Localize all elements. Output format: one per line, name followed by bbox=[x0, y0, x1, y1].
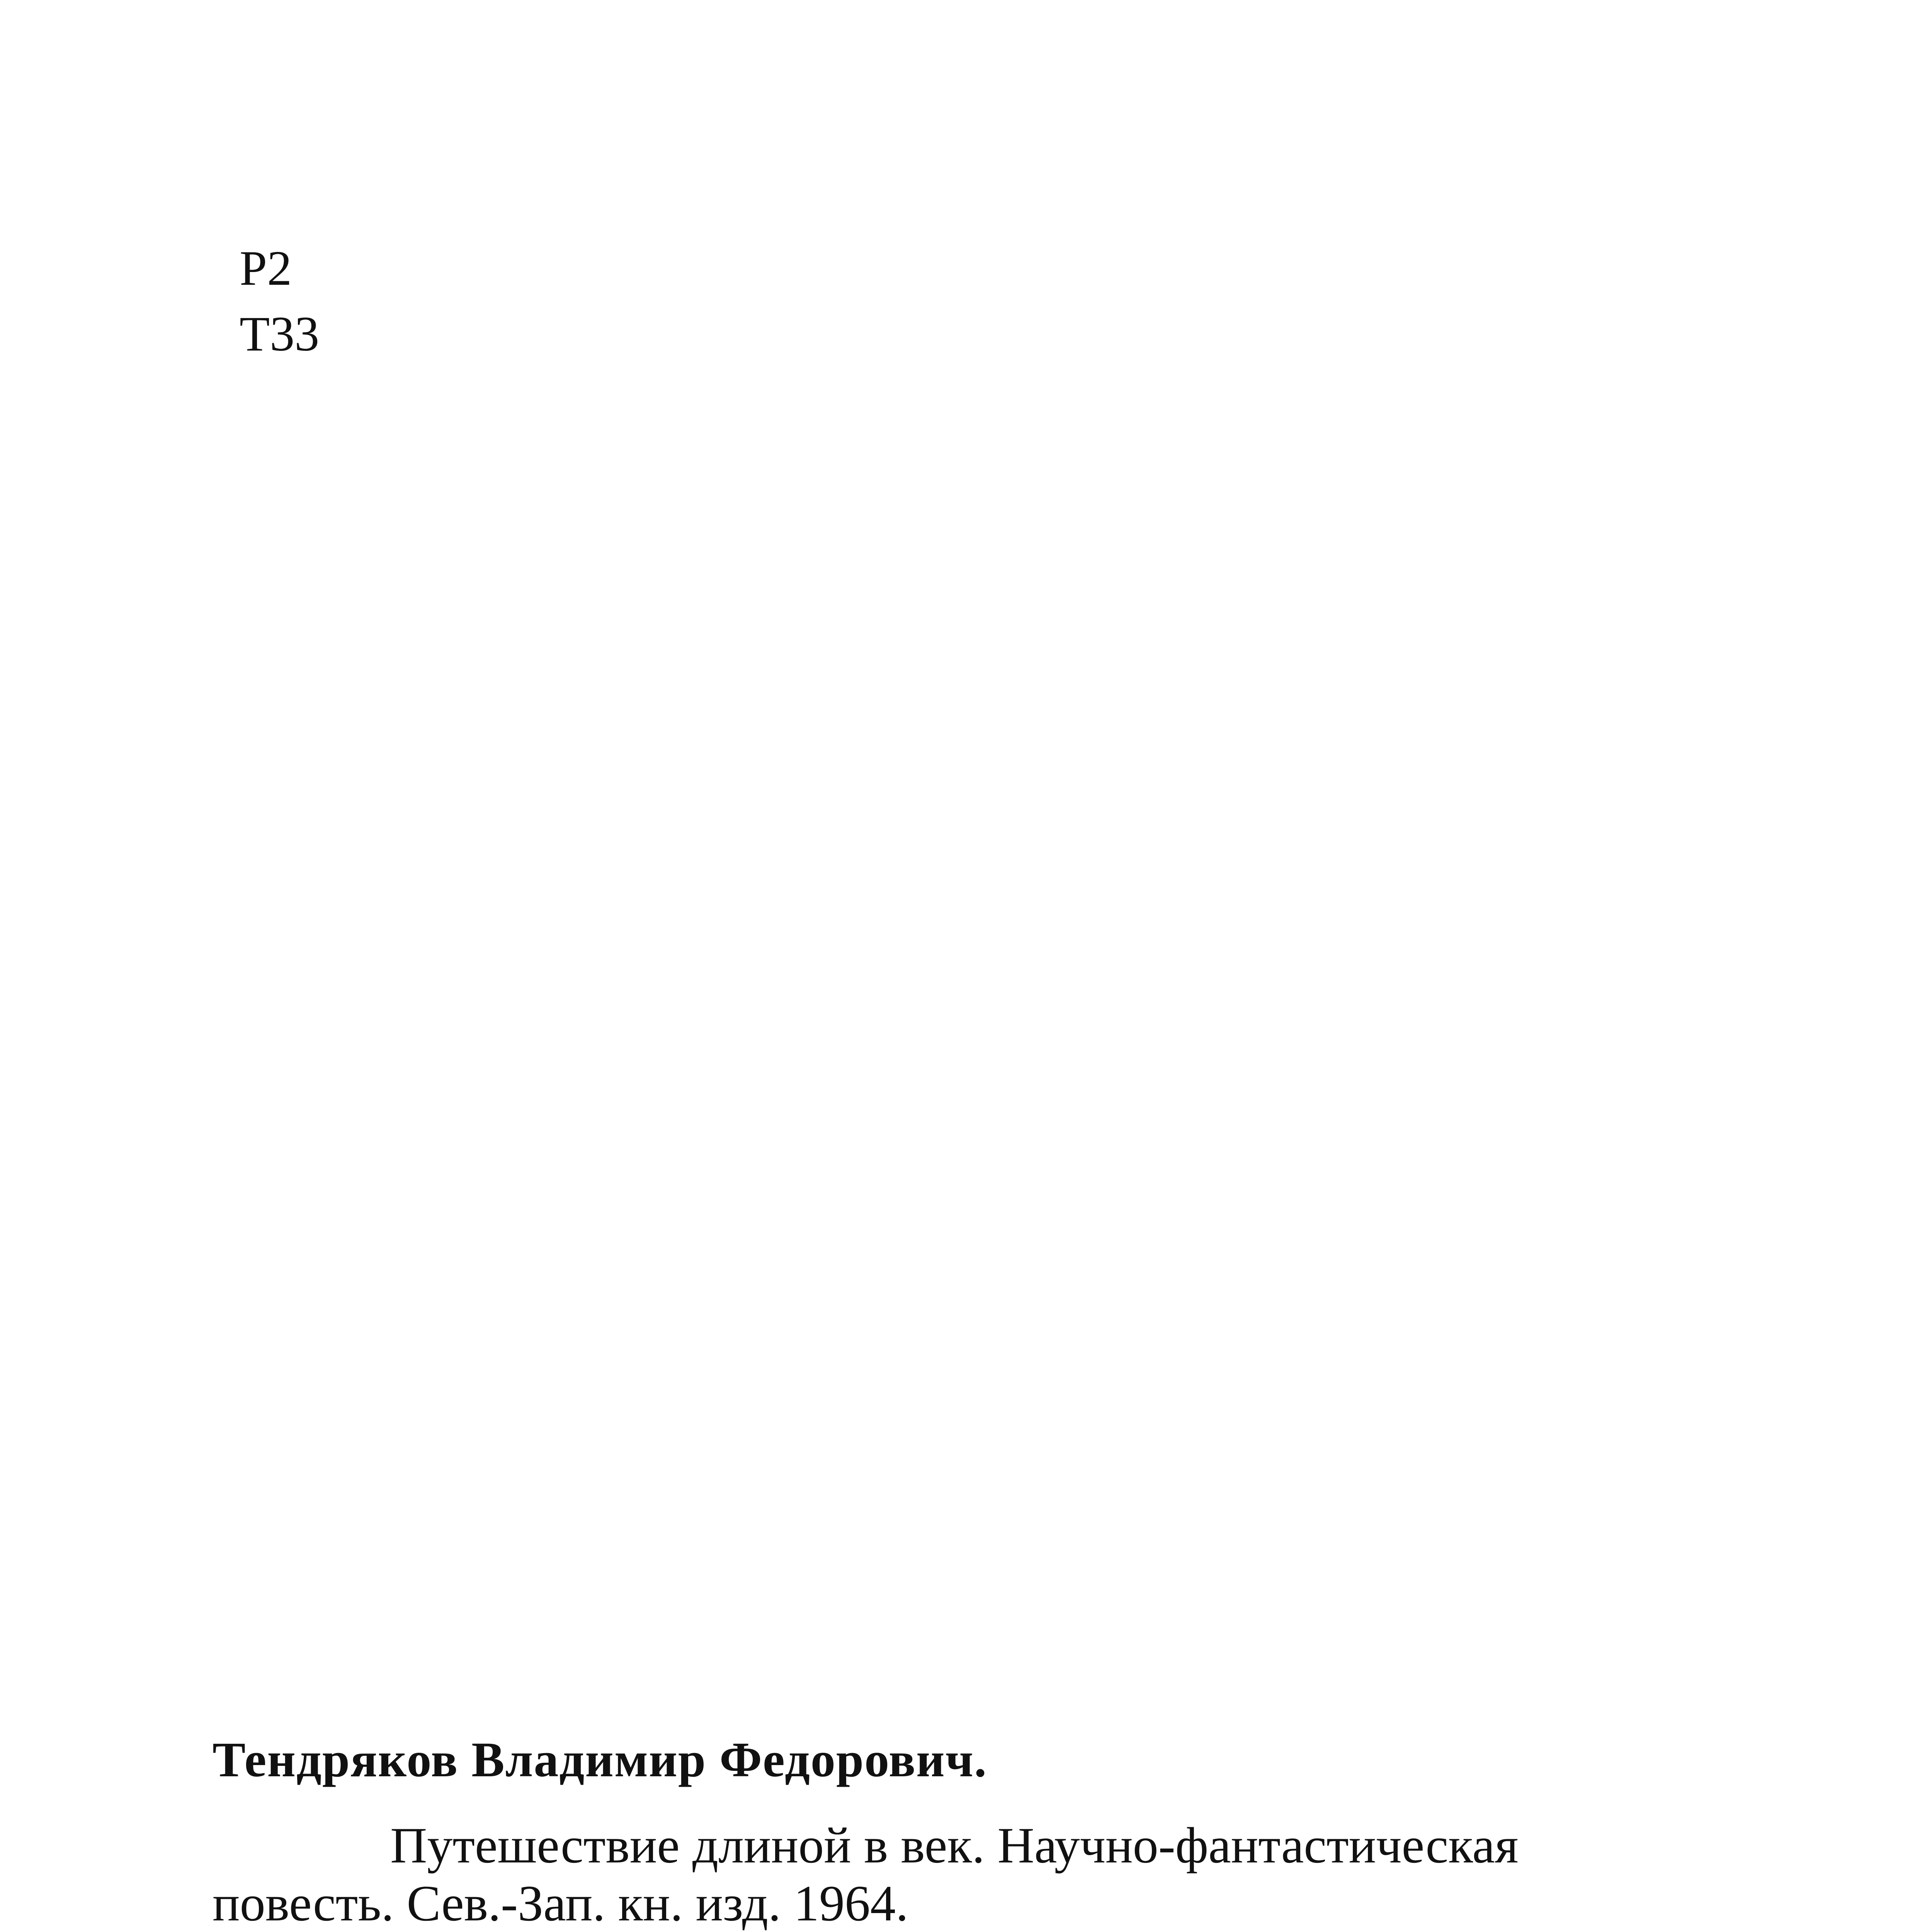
book-title-line: Путешествие длиной в век. Научно-фантастическая bbox=[390, 1817, 1519, 1874]
classification-index-1: Р2 bbox=[240, 241, 292, 296]
classification-index-2: Т33 bbox=[240, 306, 320, 361]
book-description-line: повесть. Сев.-Зап. кн. изд. 1964. bbox=[213, 1875, 909, 1932]
author-name: Тендряков Владимир Федорович. bbox=[213, 1732, 987, 1787]
